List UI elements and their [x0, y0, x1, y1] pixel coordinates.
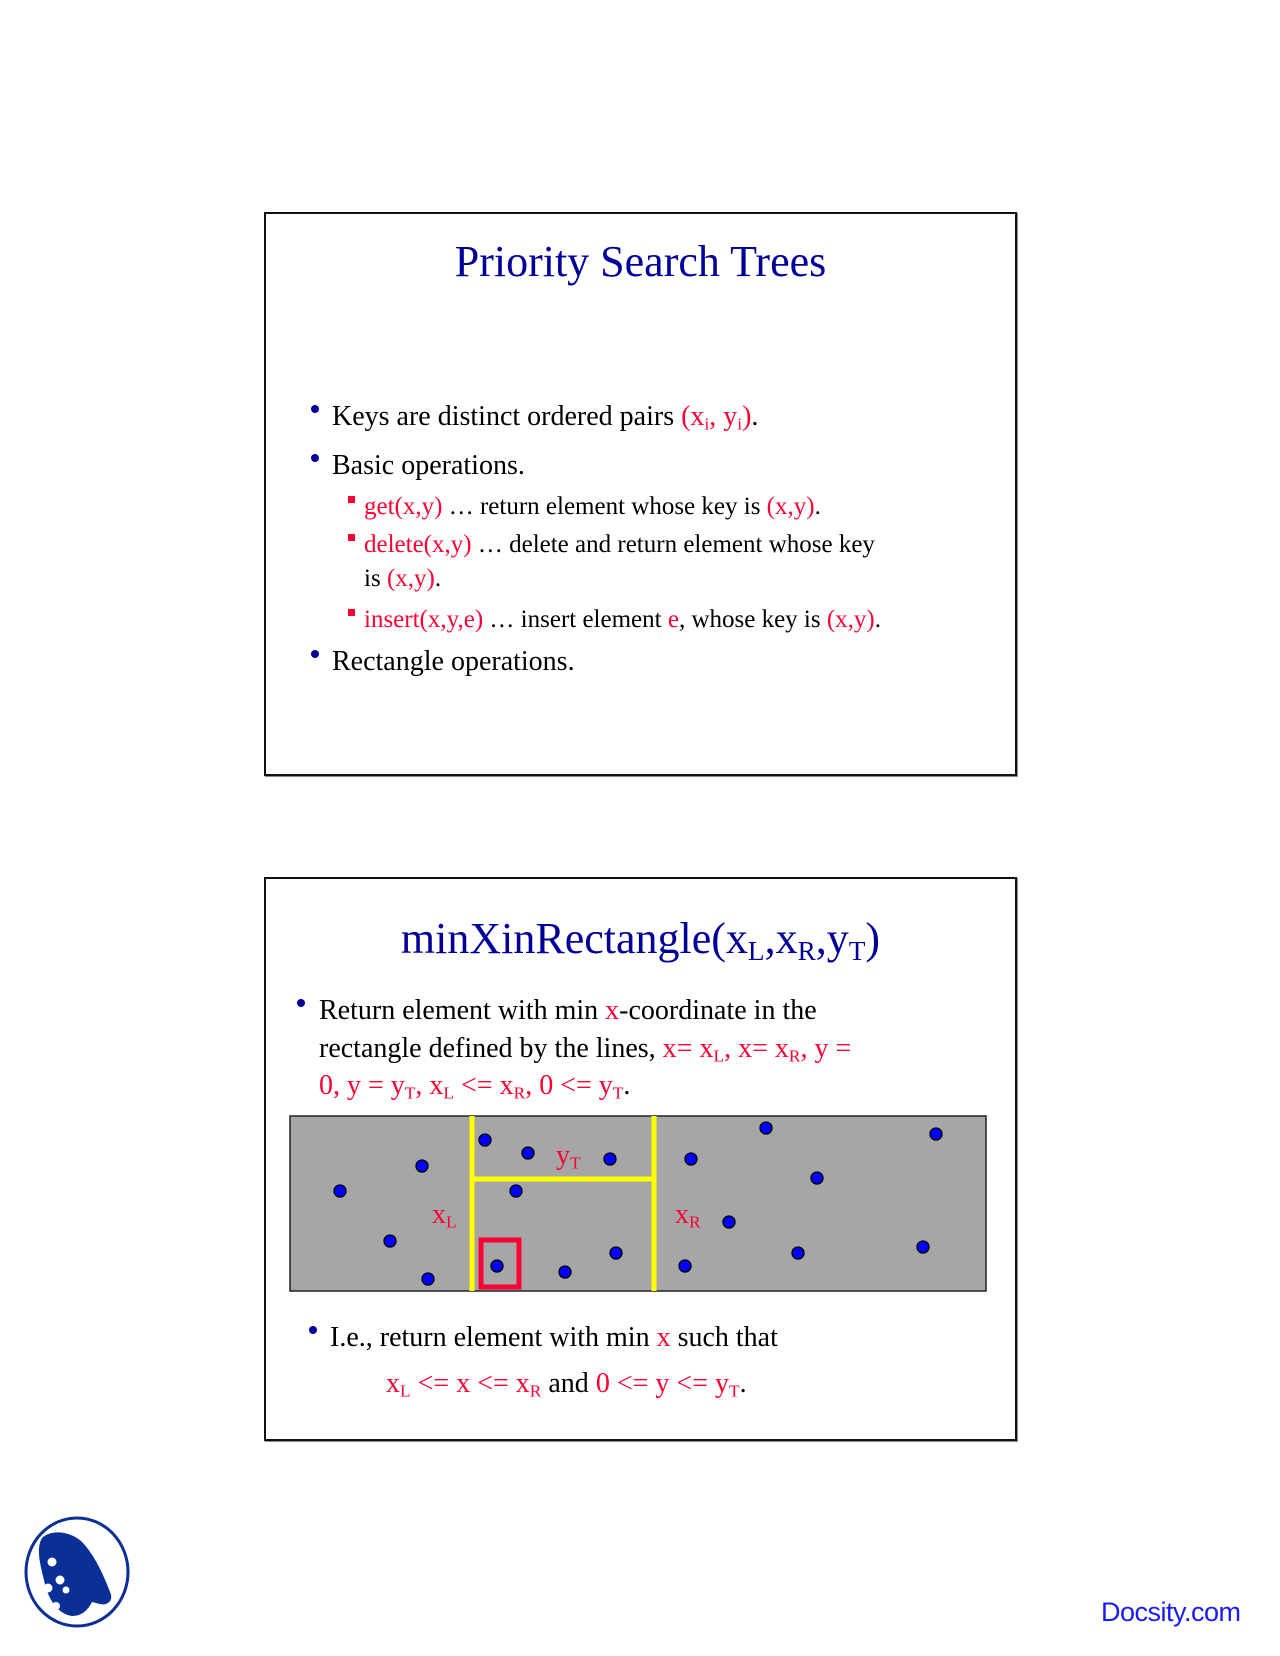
- slide-min-x-in-rectangle: [264, 877, 1017, 1441]
- bullet-ie-line1: I.e., return element with min x such that: [330, 1322, 778, 1353]
- sub-bullet-delete-cont: is (x,y).: [364, 565, 442, 592]
- bullet-icon: [297, 999, 305, 1007]
- bullet-icon: [309, 1326, 317, 1334]
- sub-bullet-icon: [348, 496, 355, 503]
- sub-bullet-icon: [348, 534, 355, 541]
- bullet-return-line2: rectangle defined by the lines, $x= x_L$, $x= x_R$, y =: [319, 1033, 852, 1066]
- label-xR: $x_R$: [675, 1199, 701, 1232]
- slide-title: $minXinRectangle(x_L,x_R,y_T)$: [400, 914, 881, 966]
- sub-bullet-delete: delete(x,y) … delete and return element whose key: [364, 531, 875, 558]
- bullet-ie-line2: $x_L <= x <= x_R$ and $0 <= y <= y_T$.: [386, 1368, 747, 1401]
- bullet-icon: [311, 405, 319, 413]
- sub-bullet-icon: [348, 609, 355, 616]
- label-xL: $x_L$: [432, 1199, 457, 1232]
- rectangle-query-diagram: [289, 1115, 987, 1293]
- sub-bullet-insert: insert(x,y,e) … insert element e, whose key is (x,y).: [364, 606, 882, 633]
- docsity-logo-icon[interactable]: [22, 1514, 132, 1630]
- bullet-return-line1: Return element with min x-coordinate in the: [319, 995, 817, 1026]
- bullet-icon: [311, 454, 319, 462]
- slide-priority-search-trees: [264, 212, 1017, 776]
- bullet-keys: Keys are distinct ordered pairs ($x_i$, $y_i$).: [332, 401, 759, 434]
- sub-bullet-get: get(x,y) … return element whose key is (x,y).: [364, 493, 821, 520]
- docsity-brand-link[interactable]: Docsity.com: [1101, 1597, 1241, 1627]
- bullet-rectangle-operations: Rectangle operations.: [332, 646, 575, 677]
- bullet-basic-operations: Basic operations.: [332, 450, 525, 481]
- plane-background: [290, 1116, 986, 1291]
- bullet-icon: [311, 650, 319, 658]
- bullet-return-line3: 0, $y = y_T$, $x_L <= x_R$, $0 <= y_T$.: [319, 1070, 631, 1103]
- slide-title: Priority Search Trees: [454, 237, 827, 286]
- label-yT: $y_T$: [556, 1140, 581, 1173]
